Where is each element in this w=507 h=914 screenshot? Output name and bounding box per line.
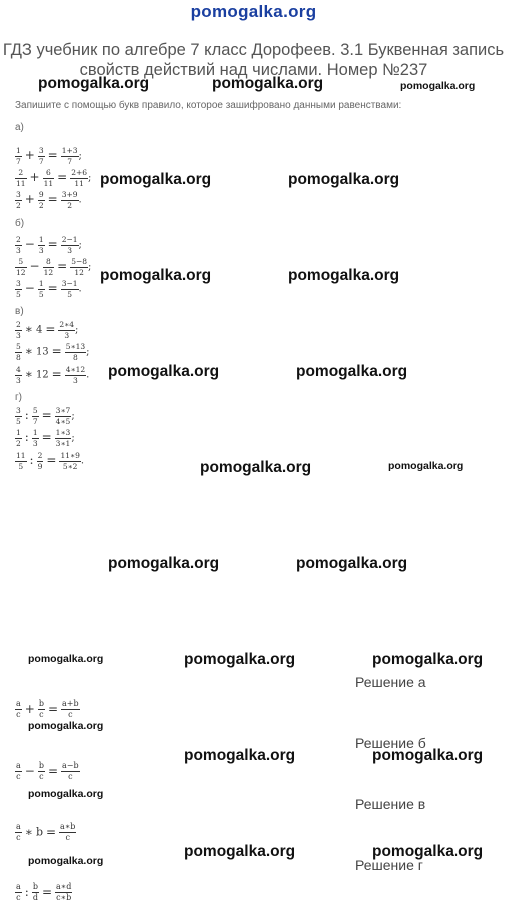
denominator: 12	[74, 267, 84, 277]
operator: ∗	[24, 343, 33, 358]
numerator: 1	[38, 235, 44, 244]
equals-sign: =	[47, 191, 58, 206]
numerator: 3	[16, 406, 21, 415]
denominator: d	[32, 893, 38, 902]
equals-sign: =	[41, 429, 52, 444]
numerator: a∗d	[56, 882, 72, 891]
numerator: 5∗13	[65, 342, 86, 351]
numerator: 1	[16, 146, 21, 155]
equation	[15, 407, 75, 425]
operator: −	[24, 236, 35, 251]
numerator: 11∗9	[60, 451, 80, 460]
solution-b-formula	[15, 762, 80, 781]
equals-sign: =	[47, 236, 58, 251]
watermark: pomogalka.org	[108, 363, 220, 380]
operator: +	[24, 147, 35, 162]
numerator: 2	[37, 451, 43, 460]
fraction	[55, 428, 75, 448]
denominator: 2	[16, 438, 21, 448]
operator: :	[24, 884, 29, 899]
denominator: 9	[37, 461, 43, 471]
denominator: c	[68, 772, 73, 781]
watermark: pomogalka.org	[38, 75, 150, 92]
fraction	[61, 236, 79, 254]
fraction	[32, 429, 39, 447]
equals-sign: =	[45, 824, 57, 839]
multiplier: b	[35, 825, 43, 839]
numerator: 2	[15, 169, 27, 179]
punctuation: ;	[78, 239, 82, 251]
fraction	[15, 280, 22, 298]
numerator: 6	[43, 169, 55, 179]
watermark: pomogalka.org	[212, 75, 324, 92]
fraction	[43, 258, 55, 276]
part-c-label: в)	[15, 306, 24, 317]
numerator: 11	[16, 451, 26, 460]
watermark: pomogalka.org	[372, 747, 484, 764]
numerator: a	[16, 822, 21, 831]
denominator: 3	[38, 245, 44, 255]
numerator: a	[16, 761, 21, 770]
watermark: pomogalka.org	[288, 267, 400, 284]
fraction	[70, 258, 88, 276]
watermark: pomogalka.org	[184, 651, 296, 668]
denominator: 5	[16, 416, 21, 426]
denominator: 3∗1	[55, 438, 71, 448]
denominator: 5	[16, 289, 21, 299]
numerator: 5−8	[71, 257, 88, 266]
equals-sign: =	[46, 452, 57, 467]
numerator: a	[16, 699, 21, 708]
equals-sign: =	[57, 169, 68, 184]
equation	[15, 258, 91, 276]
numerator: 3	[16, 279, 21, 288]
multiplier: 4	[35, 324, 43, 336]
watermark: pomogalka.org	[28, 653, 104, 665]
equation	[15, 191, 82, 209]
numerator: 3	[16, 190, 21, 199]
denominator: 8	[16, 352, 21, 362]
fraction	[65, 366, 86, 384]
fraction	[15, 321, 22, 339]
fraction	[61, 280, 79, 298]
numerator: 3+9	[61, 190, 78, 199]
watermark: pomogalka.org	[400, 80, 476, 92]
equation	[15, 147, 82, 165]
punctuation: ;	[88, 261, 92, 273]
multiplier: 12	[35, 369, 49, 381]
denominator: c	[16, 772, 21, 781]
equals-sign: =	[41, 407, 52, 422]
numerator: 2	[16, 235, 21, 244]
denominator: 3	[32, 438, 38, 448]
numerator: 2−1	[61, 235, 78, 244]
numerator: a+b	[62, 699, 79, 708]
watermark: pomogalka.org	[200, 459, 312, 476]
fraction	[59, 452, 80, 470]
fraction	[15, 429, 22, 447]
numerator: 9	[38, 190, 44, 199]
watermark: pomogalka.org	[108, 555, 220, 572]
fraction	[61, 700, 80, 719]
denominator: 3	[16, 330, 21, 340]
equals-sign: =	[47, 763, 59, 778]
denominator: 12	[43, 267, 54, 277]
denominator: 5∗2	[62, 461, 78, 471]
fraction	[15, 191, 22, 209]
fraction	[15, 452, 27, 470]
fraction	[61, 191, 79, 209]
equals-sign: =	[41, 884, 53, 899]
denominator: 2	[16, 200, 21, 210]
denominator: 3	[64, 330, 70, 340]
denominator: 5	[18, 461, 24, 471]
numerator: 1∗3	[55, 428, 71, 437]
numerator: 2+6	[71, 168, 88, 177]
numerator: 1	[38, 279, 44, 288]
denominator: 11	[16, 178, 26, 188]
equals-sign: =	[47, 701, 59, 716]
equals-sign: =	[51, 343, 62, 358]
denominator: 3	[16, 245, 21, 255]
watermark: pomogalka.org	[28, 788, 104, 800]
equation	[15, 429, 75, 447]
punctuation: .	[86, 369, 90, 381]
operator: +	[29, 169, 40, 184]
operator: :	[24, 429, 29, 444]
operator: ∗	[24, 366, 33, 381]
page-title: ГДЗ учебник по алгебре 7 класс Дорофеев. 3.1 Буквенная запись свойств действий над числами. Номер №237	[2, 41, 505, 79]
operator: −	[24, 280, 35, 295]
fraction	[70, 169, 88, 187]
fraction	[15, 700, 22, 719]
fraction	[38, 280, 45, 298]
numerator: 3	[38, 146, 44, 155]
operator: −	[29, 258, 40, 273]
equation	[15, 321, 78, 339]
denominator: c	[39, 710, 44, 719]
fraction	[15, 236, 22, 254]
watermark: pomogalka.org	[288, 171, 400, 188]
denominator: 3	[73, 375, 78, 385]
task-text: Запишите с помощью букв правило, которое зашифровано данными равенствами:	[15, 100, 402, 111]
denominator: 8	[73, 352, 78, 362]
equals-sign: =	[47, 280, 58, 295]
part-d-label: г)	[15, 392, 22, 403]
watermark: pomogalka.org	[388, 460, 464, 472]
numerator: 3∗7	[55, 406, 71, 415]
numerator: b	[32, 882, 38, 891]
punctuation: .	[78, 194, 82, 206]
denominator: 7	[32, 416, 38, 426]
denominator: 5	[67, 289, 72, 299]
punctuation: ;	[86, 346, 90, 358]
punctuation: ;	[88, 172, 92, 184]
part-b-label: б)	[15, 218, 25, 229]
watermark: pomogalka.org	[28, 855, 104, 867]
solution-d-label: Решение г	[355, 857, 423, 873]
fraction	[61, 762, 80, 781]
solution-a-formula	[15, 700, 80, 719]
numerator: 5	[32, 406, 38, 415]
equation	[15, 236, 82, 254]
watermark: pomogalka.org	[100, 267, 212, 284]
fraction	[38, 236, 45, 254]
watermark: pomogalka.org	[372, 651, 484, 668]
solution-a-label: Решение а	[355, 674, 426, 690]
fraction	[15, 762, 22, 781]
numerator: 1	[16, 428, 21, 437]
solution-b-label: Решение б	[355, 735, 426, 751]
numerator: 8	[43, 258, 55, 268]
denominator: 2	[67, 200, 72, 210]
solution-d-formula	[15, 883, 72, 902]
numerator: b	[38, 699, 44, 708]
fraction	[32, 407, 39, 425]
fraction	[61, 147, 79, 165]
solution-c-formula	[15, 823, 76, 842]
denominator: 4∗5	[55, 416, 71, 426]
denominator: c	[16, 893, 21, 902]
fraction	[65, 343, 86, 361]
denominator: c	[16, 710, 21, 719]
equation	[15, 169, 91, 187]
numerator: 1+3	[61, 146, 78, 155]
numerator: a∗b	[60, 822, 76, 831]
operator: +	[24, 191, 35, 206]
numerator: b	[38, 761, 44, 770]
fraction	[15, 407, 22, 425]
punctuation: .	[78, 283, 82, 295]
equals-sign: =	[45, 321, 56, 336]
operator: :	[24, 407, 29, 422]
fraction	[43, 169, 55, 187]
denominator: 2	[38, 200, 44, 210]
watermark: pomogalka.org	[184, 843, 296, 860]
denominator: 7	[67, 156, 72, 166]
fraction	[15, 823, 22, 842]
watermark: pomogalka.org	[372, 843, 484, 860]
fraction	[15, 883, 22, 902]
watermark: pomogalka.org	[296, 363, 408, 380]
fraction	[38, 191, 45, 209]
operator: ∗	[24, 824, 33, 839]
denominator: c	[68, 710, 73, 719]
punctuation: ;	[71, 432, 75, 444]
operator: ∗	[24, 321, 33, 336]
fraction	[15, 366, 22, 384]
denominator: 7	[38, 156, 44, 166]
site-logo[interactable]: pomogalka.org	[190, 2, 317, 21]
equation	[15, 452, 84, 470]
denominator: 11	[43, 178, 54, 188]
numerator: 3−1	[61, 279, 78, 288]
watermark: pomogalka.org	[296, 555, 408, 572]
fraction	[15, 343, 22, 361]
watermark: pomogalka.org	[184, 747, 296, 764]
watermark: pomogalka.org	[28, 720, 104, 732]
numerator: 2	[16, 320, 21, 329]
equals-sign: =	[51, 366, 62, 381]
fraction	[15, 147, 22, 165]
fraction	[59, 823, 76, 842]
equals-sign: =	[47, 147, 58, 162]
fraction	[58, 321, 75, 339]
fraction	[55, 406, 75, 426]
punctuation: .	[80, 455, 85, 467]
fraction	[15, 169, 27, 187]
denominator: c	[39, 772, 44, 781]
punctuation: ;	[75, 324, 79, 336]
denominator: 3	[16, 375, 21, 385]
fraction	[38, 762, 45, 781]
punctuation: ;	[78, 150, 82, 162]
fraction	[37, 452, 44, 470]
multiplier: 13	[35, 346, 49, 358]
denominator: 12	[16, 267, 26, 277]
watermark: pomogalka.org	[100, 171, 212, 188]
denominator: 7	[16, 156, 21, 166]
fraction	[15, 258, 27, 276]
denominator: 3	[67, 245, 72, 255]
denominator: c	[65, 833, 70, 842]
numerator: 4	[16, 365, 21, 374]
equation	[15, 280, 82, 298]
fraction	[38, 147, 45, 165]
fraction	[55, 883, 72, 902]
part-a-label: а)	[15, 122, 24, 133]
denominator: c∗b	[56, 893, 72, 902]
numerator: 5	[16, 342, 21, 351]
fraction	[38, 700, 45, 719]
numerator: 1	[32, 428, 38, 437]
fraction	[32, 883, 39, 902]
equals-sign: =	[57, 258, 68, 273]
numerator: 2∗4	[59, 320, 75, 329]
operator: +	[24, 701, 35, 716]
equation	[15, 366, 89, 384]
punctuation: ;	[71, 410, 75, 422]
operator: :	[29, 452, 34, 467]
numerator: 5	[15, 258, 27, 268]
denominator: 11	[74, 178, 84, 188]
numerator: 4∗12	[65, 365, 86, 374]
denominator: c	[16, 833, 21, 842]
equation	[15, 343, 90, 361]
numerator: a	[16, 882, 21, 891]
operator: −	[24, 763, 35, 778]
numerator: a−b	[62, 761, 79, 770]
solution-c-label: Решение в	[355, 796, 426, 812]
denominator: 5	[38, 289, 44, 299]
